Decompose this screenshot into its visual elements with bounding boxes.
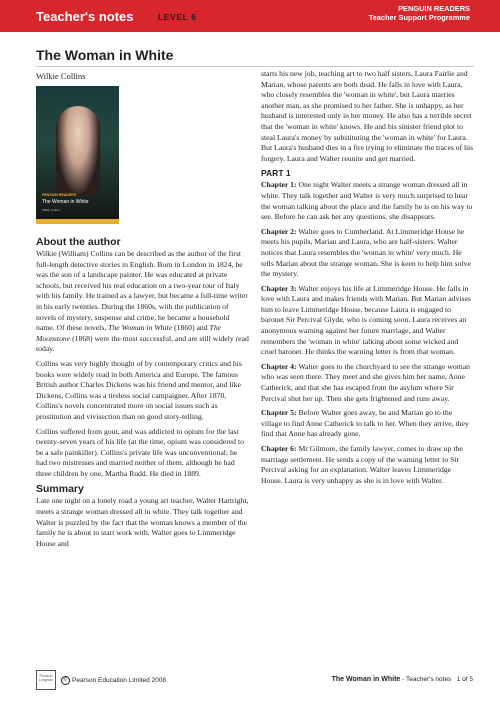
cover-publisher: PENGUIN READERS (42, 193, 77, 197)
chapter-label: Chapter 6: (261, 444, 297, 453)
page-number: 1 of 5 (456, 676, 473, 683)
summary-heading: Summary (36, 483, 84, 496)
about-paragraph-3: Collins suffered from gout, and was addicted to opium for the last twenty-seven years of his life (at the time, opium was considered to be a safe painkiller). Collins's private life was unconventional; he had two mistresses and married neither of them, although he had three children by one, Martha Rudd. He died in 1889. (36, 426, 244, 478)
summary-paragraph-2: starts his new job, teaching art to two half sisters, Laura Fairlie and Marian, whose parents are both dead. He falls in love with Laura, who closely resembles the 'woman in white', but Laura marries another man, as she promised to her father. She is unhappy, as her husband is interested only in her money. He also has a terrible secret that the 'woman in white' knows. He and his sinister friend plot to steal Laura's money by substituting the 'woman in white' for Laura. But Laura's husband dies in a fire trying to eliminate the traces of his forgery. Laura and Walter reunite and get married. (261, 69, 474, 163)
title-divider (36, 66, 474, 67)
author-name: Wilkie Collins (36, 71, 86, 81)
about-paragraph-2: Collins was very highly thought of by contemporary critics and his books were widely read in both America and Europe. The famous British author Charles Dickens was his friend and mentor, and like Dickens, Collins was a tireless social campaigner. After 1870, Collins's novels concentrated more on social issues such as prostitution and vivisection than on good story-telling. (36, 358, 242, 421)
footer-page-info (332, 676, 473, 683)
chapter-summary: Chapter 5: Before Walter goes away, he and Marian go to the village to find Anne Catherick to talk to her. When they arrive, they find that Anne has already gone. (261, 408, 469, 439)
header-bar (0, 0, 500, 32)
programme-label (369, 5, 470, 23)
header-title: Teacher's notes (36, 9, 134, 24)
copyright-notice: © Pearson Education Limited 2008 (61, 676, 166, 685)
left-column (36, 236, 249, 553)
footer-book-title: The Woman in White (331, 676, 401, 683)
book-title-italic: The Woman in White (108, 323, 173, 333)
chapter-summary: Chapter 2: Walter goes to Cumberland. At Limmeridge House he meets his pupils, Marian and Laura, who are half-sisters. Walter notices that Laura resembles the 'woman in white' very much. He tells Marian about the strange woman. She is keen to help him solve the mystery. (261, 226, 471, 279)
footer-notes-label: - Teacher's notes (400, 676, 452, 683)
publisher-logo: Pearson Longman (36, 670, 56, 690)
chapter-summary: Chapter 3: Walter enjoys his life at Limmeridge House. He falls in love with Laura and makes friends with Marian. But Marian advises him to leave Limmeridge House, because Laura is engaged to baronet Sir Percival Glyde, who is coming soon. Laura receives an anonymous warning against her future marriage, and Walter remembers the 'woman in white' talking about some wicked and cruel baronet. He thinks the warning letter is from that woman. (261, 283, 471, 357)
chapter-label: Chapter 1: (261, 180, 297, 190)
chapter-summary: Chapter 6: Mr Gilmore, the family lawyer, comes to draw up the marriage settlement. He sends a copy of the warning letter to Sir Percival asking for an explanation. Walter leaves Limmeridge House. Laura is very unhappy as she is in love with Walter. (261, 444, 463, 485)
copyright-icon: © (61, 676, 70, 685)
book-title-italic: The Moonstone (36, 323, 222, 343)
about-heading: About the author (36, 236, 121, 248)
chapter-summary: Chapter 1: One night Walter meets a strange woman dressed all in white. They talk together and Walter is very much surprised to hear the woman talking about the place and the family he is on his way to see. Before he can ask her any questions, she disappears. (261, 180, 473, 222)
chapter-label: Chapter 2: (261, 226, 297, 236)
page-title: The Woman in White (36, 47, 174, 63)
level-label: LEVEL 6 (158, 12, 197, 22)
chapter-summary: Chapter 4: Walter goes to the churchyard to see the strange woman who was seen there. They meet and she gives him her name, Anne Catherick, and that she has escaped from the asylum where Sir Percival shut her up. Then she gets frightened and runs away. (261, 361, 470, 403)
right-column (261, 69, 474, 490)
programme-line-2: Teacher Support Programme (368, 12, 470, 22)
cover-author: Wilkie Collins (42, 208, 60, 212)
chapter-label: Chapter 3: (261, 283, 297, 293)
cover-portrait (56, 106, 100, 196)
cover-title: The Woman in White (42, 199, 89, 205)
chapter-label: Chapter 4: (261, 361, 297, 371)
chapter-label: Chapter 5: (261, 408, 297, 418)
part-heading: PART 1 (261, 168, 291, 179)
cover-band (36, 219, 119, 224)
programme-line-1: PENGUIN READERS (398, 4, 470, 13)
summary-paragraph-1: Late one night on a lonely road a young art teacher, Walter Hartright, meets a strange woman dressed all in white. They talk together and Walter is puzzled by the fact that the woman knows a member of the family he is about to start work with. Walter goes to Limmeridge House and (36, 496, 249, 548)
book-cover-image (36, 86, 119, 224)
about-paragraph-1: Wilkie (William) Collins can be described as the author of the first full-length detective stories in English. Born in London in 1824, he was the son of a landscape painter. He was educated at private schools, but received his real education on a two-year tour of Italy with his family. He trained as a lawyer, but became a full-time writer in his early twenties. During the 1860s, with the publication of novels of mystery, suspense and crime, he became a household name. Of these novels, The Woman in White (1860) and The Moonstone (1868) were the most successful, and are still widely read today. (36, 249, 249, 354)
